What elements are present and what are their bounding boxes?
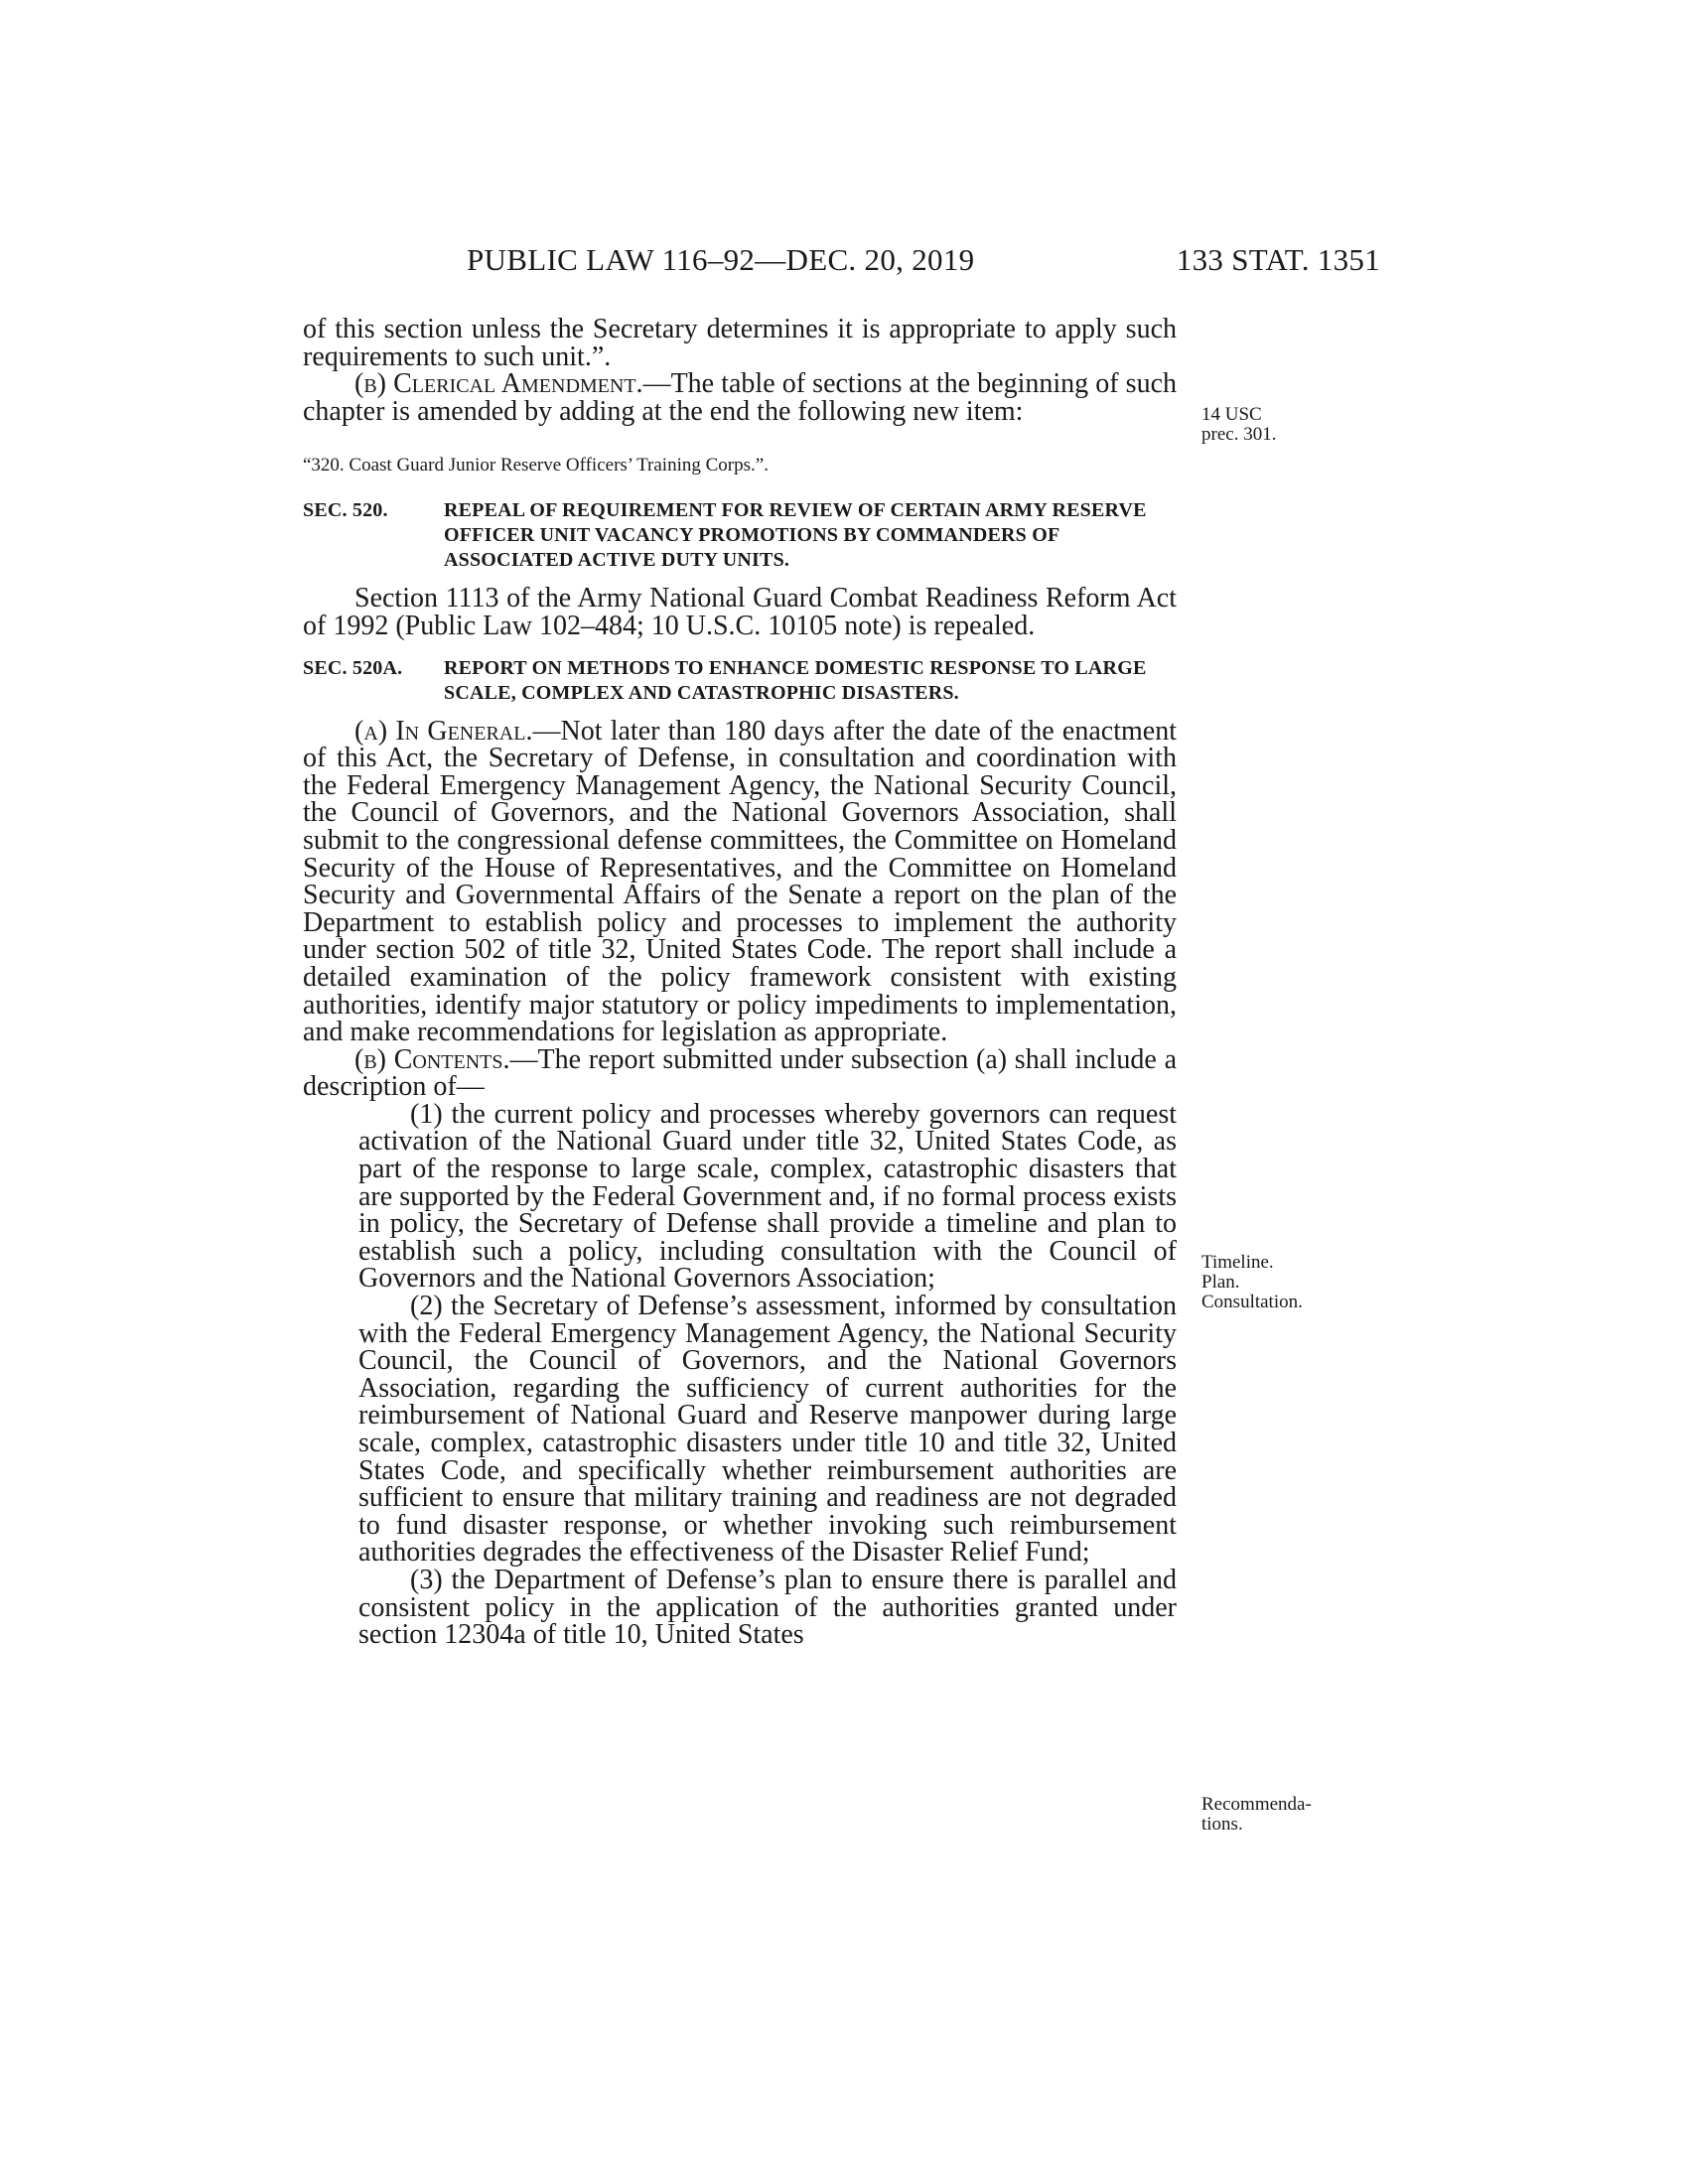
section-520a-heading — [303, 656, 1177, 706]
clerical-amendment-paragraph — [303, 370, 1177, 425]
table-of-sections-item: “320. Coast Guard Junior Reserve Officers’ Training Corps.”. — [303, 455, 769, 477]
clerical-amendment-text: —The table of sections at the beginning of such chapter is amended by adding at the end the following new item: — [303, 368, 1178, 427]
spacer — [303, 640, 1177, 656]
subsection-b-paragraph — [303, 1043, 1177, 1103]
margin-note-consultation: Consultation. — [1201, 1292, 1303, 1312]
paragraph-3: (3) the Department of Defense’s plan to ensure there is parallel and consistent policy in the application of the authorities granted under section 12304a of title 10, United States — [358, 1564, 1177, 1651]
margin-note-usc-line1: 14 USC — [1201, 404, 1262, 425]
clerical-amendment-label: (b) Clerical Amendment. — [354, 368, 643, 400]
margin-note-usc — [1201, 405, 1276, 445]
section-520-title: REPEAL OF REQUIREMENT FOR REVIEW OF CERTAIN ARMY RESERVE OFFICER UNIT VACANCY PROMOTIONS BY COMMANDERS OF ASSOCIATED ACTIVE DUTY UNITS. — [444, 499, 1147, 572]
margin-note-timeline: Timeline. — [1201, 1252, 1274, 1273]
body-text-column — [303, 316, 1177, 1649]
margin-note-timeline-plan — [1201, 1253, 1303, 1312]
subsection-b-label: (b) Contents. — [354, 1043, 510, 1075]
section-520a-title: REPORT ON METHODS TO ENHANCE DOMESTIC RESPONSE TO LARGE SCALE, COMPLEX AND CATASTROPHIC DISASTERS. — [444, 656, 1147, 704]
paragraph-1: (1) the current policy and processes whereby governors can request activation of the National Guard under title 32, United States Code, as part of the response to large scale, complex, catastrophic disasters that are supported by the Federal Government and, if no formal process exists in policy, the Secretary of Defense shall provide a timeline and plan to establish such a policy, including consultation with the Council of Governors and the National Governors Association; — [358, 1098, 1177, 1295]
page-header — [298, 242, 1380, 292]
section-520a-number: SEC. 520A. — [303, 656, 403, 679]
margin-note-recommendations — [1201, 1795, 1312, 1835]
section-520-heading — [303, 498, 1177, 573]
margin-note-recommenda: Recommenda- — [1201, 1794, 1312, 1815]
subsection-a-label: (a) In General. — [354, 715, 533, 747]
subsection-b-text: —The report submitted under subsection (a) shall include a description of— — [303, 1043, 1177, 1103]
paragraph-2: (2) the Secretary of Defense’s assessment, informed by consultation with the Federal Emergency Management Agency, the National Security Council, the Council of Governors, and the National Governors Association, regarding the sufficiency of current authorities for the reimbursement of National Guard and Reserve manpower during large scale, complex, catastrophic disasters under title 10 and title 32, United States Code, and specifically whether reimbursement authorities are sufficient to ensure that military training and readiness are not degraded to fund disaster response, or whether invoking such reimbursement authorities degrades the effectiveness of the Disaster Relief Fund; — [358, 1291, 1177, 1569]
margin-note-tions: tions. — [1201, 1814, 1243, 1835]
subsection-a-text: —Not later than 180 days after the date of the enactment of this Act, the Secretary of Defense, in consultation and coordination with the Federal Emergency Management Agency, the National Security Council, the Council of Governors, and the National Governors Association, shall submit to the congressional defense committees, the Committee on Homeland Security of the House of Representatives, and the Committee on Homeland Security and Governmental Affairs of the Senate a report on the plan of the Department to establish policy and processes to implement the authority under section 502 of title 32, United States Code. The report shall include a detailed examination of the policy framework consistent with existing authorities, identify major statutory or policy impediments to implementation, and make recommendations for legislation as appropriate. — [303, 715, 1177, 1048]
statute-page-number: 133 STAT. 1351 — [1176, 242, 1380, 277]
subsection-a-paragraph — [303, 715, 1177, 1048]
running-head-title: PUBLIC LAW 116–92—DEC. 20, 2019 — [467, 242, 975, 277]
margin-note-usc-line2: prec. 301. — [1201, 424, 1277, 445]
margin-note-plan: Plan. — [1201, 1272, 1240, 1293]
continued-paragraph: of this section unless the Secretary determines it is appropriate to apply such requirements to such unit.”. — [303, 314, 1177, 372]
section-520-text: Section 1113 of the Army National Guard Combat Readiness Reform Act of 1992 (Public Law 102–484; 10 U.S.C. 10105 note) is repealed. — [303, 583, 1177, 641]
section-520-number: SEC. 520. — [303, 499, 388, 522]
